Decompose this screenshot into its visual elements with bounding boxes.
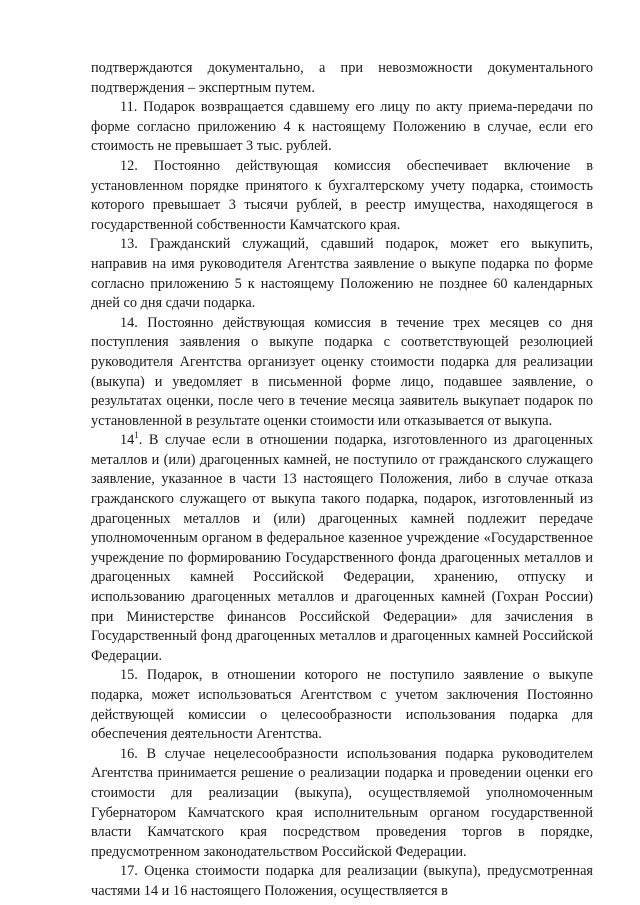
paragraph-continuation: подтверждаются документально, а при невозможности документального подтверждения – экспертным путем. [91,60,593,96]
paragraph-14-1-number: 14 [120,432,135,449]
paragraph-12: 12. Постоянно действующая комиссия обеспечивает включение в установленном порядке принятого к бухгалтерскому учету подарка, стоимость которого превышает 3 тысячи рублей, в реестр имущества, находящегося в государственной собственности Камчатского края. [91,157,593,233]
paragraph-15: 15. Подарок, в отношении которого не поступило заявление о выкупе подарка, может использоваться Агентством с учетом заключения Постоянно действующей комиссии о целесообразности использования подарка для обеспечения деятельности Агентства. [91,667,593,743]
paragraph-14: 14. Постоянно действующая комиссия в течение трех месяцев со дня поступления заявления о выкупе подарка с соответствующей резолюцией руководителя Агентства организует оценку стоимости подарка для реализации (выкупа) и уведомляет в письменной форме лицо, подавшее заявление, о результатах оценки, после чего в течение месяца заявитель выкупает подарок по установленной в результате оценки стоимости или отказывается от выкупа. [91,314,593,429]
paragraph-11: 11. Подарок возвращается сдавшему его лицу по акту приема-передачи по форме согласно приложению 4 к настоящему Положению в случае, если его стоимость не превышает 3 тыс. рублей. [91,99,593,155]
paragraph-13: 13. Гражданский служащий, сдавший подарок, может его выкупить, направив на имя руководителя Агентства заявление о выкупе подарка по форме согласно приложению 5 к настоящему Положению не позднее 60 календарных дней со дня сдачи подарка. [91,236,593,312]
paragraph-14-1 [91,431,593,666]
paragraph-16: 16. В случае нецелесообразности использования подарка руководителем Агентства принимается решение о реализации подарка и проведении оценки его стоимости для реализации (выкупа), осуществляемой уполномоченным Губернатором Камчатского края исполнительным органом государственной власти Камчатского края посредством проведения торгов в порядке, предусмотренном законодательством Российской Федерации. [91,745,593,860]
paragraph-14-1-superscript: 1 [134,430,139,441]
paragraph-14-1-text: . В случае если в отношении подарка, изготовленного из драгоценных металлов и (или) драгоценных камней, не поступило от гражданского служащего заявление, указанное в части 13 настоящего Положения, либо в случае отказа гражданского служащего от выкупа такого подарка, подарок, изготовленный из драгоценных металлов и (или) драгоценных камней подлежит передаче уполномоченным органом в федеральное казенное учреждение «Государственное учреждение по формированию Государственного фонда драгоценных металлов и драгоценных камней Российской Федерации, хранению, отпуску и использованию драгоценных металлов и драгоценных камней (Гохран России) при Министерстве финансов Российской Федерации» для зачисления в Государственный фонд драгоценных металлов и драгоценных камней Российской Федерации. [91,432,593,664]
paragraph-17: 17. Оценка стоимости подарка для реализации (выкупа), предусмотренная частями 14 и 16 настоящего Положения, осуществляется в [91,863,593,899]
document-page [91,59,593,902]
